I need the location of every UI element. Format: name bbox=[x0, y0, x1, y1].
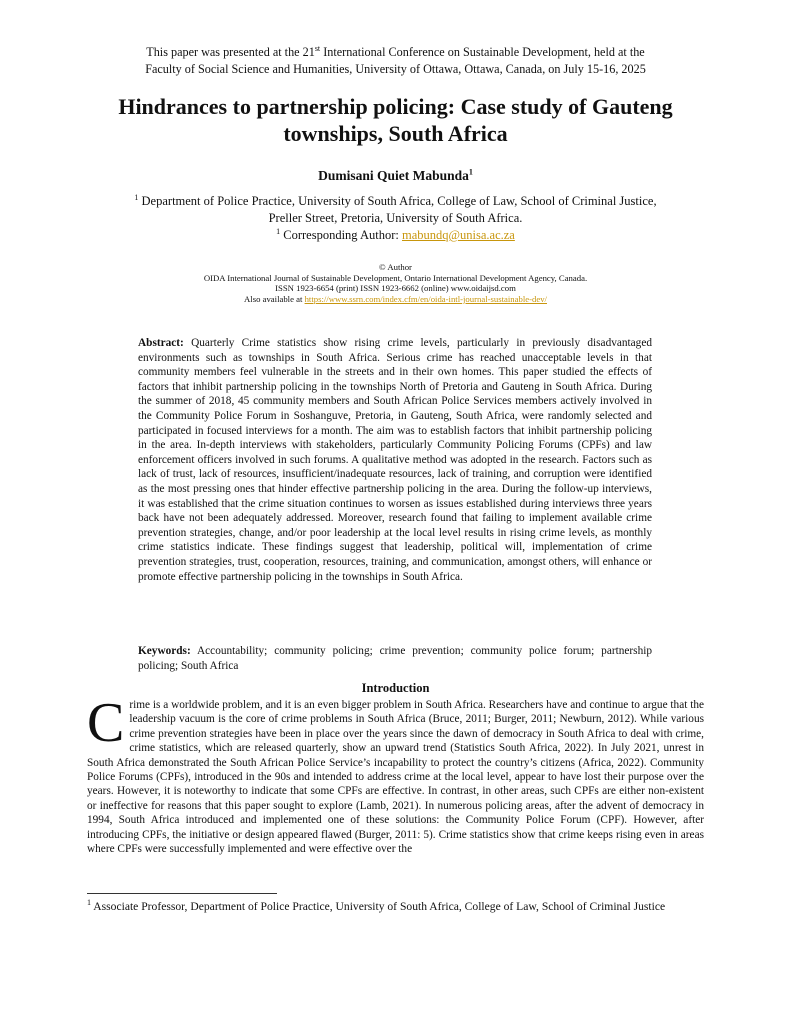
keywords-label: Keywords: bbox=[138, 645, 191, 657]
paper-title-line2: townships, South Africa bbox=[283, 121, 508, 146]
conference-note-line1-post: International Conference on Sustainable Development, held at the bbox=[320, 45, 645, 59]
footnote-text: Associate Professor, Department of Police Practice, University of South Africa, College of Law, School of Criminal Justice bbox=[91, 900, 666, 913]
affiliation-line1: Department of Police Practice, University of South Africa, College of Law, School of Criminal Justice, bbox=[138, 194, 657, 208]
ssrn-link[interactable]: https://www.ssrn.com/index.cfm/en/oida-intl-journal-sustainable-dev/ bbox=[304, 293, 547, 304]
conference-note-line1-pre: This paper was presented at the 21 bbox=[146, 45, 315, 59]
corresponding-author bbox=[100, 228, 691, 243]
affiliation-sup: 1 bbox=[134, 192, 139, 202]
introduction-body bbox=[87, 692, 704, 856]
availability-label: Also available at bbox=[244, 293, 305, 304]
abstract-label: Abstract: bbox=[138, 337, 184, 349]
paper-title-line1: Hindrances to partnership policing: Case study of Gauteng bbox=[118, 94, 673, 119]
footnote-sup: 1 bbox=[87, 898, 91, 908]
keywords-section bbox=[138, 644, 652, 673]
introduction-heading: Introduction bbox=[361, 681, 430, 695]
author-name-text: Dumisani Quiet Mabunda bbox=[318, 168, 469, 183]
abstract-text: Quarterly Crime statistics show rising crime levels, particularly in previously disadvantaged environments such as townships in South Africa. Serious crime has reached unacceptable levels in that community members feel vulnerable in the streets and in their own homes. This paper studied the effects of factors that inhibit partnership policing in the townships North of Pretoria and Gauteng in South Africa. During the summer of 2018, 45 community members and South African Police Services members actively involved in the Community Police Forum in Soshanguve, Pretoria, in Gauteng, South Africa, were randomly selected and participated in focused interviews for a month. The aim was to establish factors that inhibit partnership policing in the area. In-depth interviews with stakeholders, particularly Community Policing Forums (CPFs) and law enforcement officers involved in such forums. A qualitative method was adopted in the research. Factors such as lack of trust, lack of resources, insufficient/inadequate resources, lack of training, and corruption were identified as the most pressing ones that hinder effective partnership policing in the area. During the follow-up interviews, it was established that the crime situation continues to worsen as issues established during interviews three years back have not been adequately addressed. Moreover, research found that failing to implement available crime prevention strategies, change, and/or poor leadership at the local level results in rising crime levels, as monthly crime statistics indicate. These findings suggest that leadership, political will, implementation of crime prevention strategies, trust, cooperation, resources, training, and communication, amongst others, will enhance or promote effective partnership policing in the townships in South Africa. bbox=[138, 337, 652, 583]
affiliation bbox=[95, 193, 696, 227]
conference-note-line2: Faculty of Social Science and Humanities, University of Ottawa, Ottawa, Canada, on July 15-16, 2025 bbox=[145, 62, 646, 76]
journal-line: OIDA International Journal of Sustainable Development, Ontario International Development Agency, Canada. bbox=[203, 272, 588, 283]
paper-title bbox=[70, 93, 721, 147]
publication-info bbox=[140, 262, 651, 304]
conference-note bbox=[100, 44, 691, 78]
introduction-text: rime is a worldwide problem, and it is an even bigger problem in South Africa. Researchers have and continue to argue that the leadership vacuum is the core of crime problems in South Africa (Bruce, 2011; Burger, 2011; Newburn, 2012). While various crime prevention strategies have been in place over the years since the dawn of democracy in South Africa to deal with crime, crime statistics, which are released quarterly, show an upward trend (Statistics South Africa, 2022). In July 2021, unrest in South Africa demonstrated the South African Police Service’s incapability to protect the country’s citizens (Africa, 2022). Community Police Forums (CPFs), introduced in the 90s and intended to address crime at the local level, appear to have lost their purpose over the years. However, it is noteworthy to indicate that some CPFs are effective. In contrast, in other areas, such CPFs are either non-existent or ineffective for reasons that this paper sought to explore (Lamb, 2021). In numerous policing areas, after the advent of democracy in 1994, South Africa introduced and implemented one of these solutions: the Community Police Forum (CPF). However, after introducing CPFs, the initiative or design appeared flawed (Burger, 2011: 5). Crime statistics show that crime keeps rising even in areas where CPFs were successfully implemented and were effective over the bbox=[87, 699, 704, 856]
abstract-section bbox=[138, 336, 652, 584]
corresponding-label: Corresponding Author: bbox=[280, 228, 402, 242]
corresponding-sup: 1 bbox=[276, 226, 281, 236]
keywords-text: Accountability; community policing; crime prevention; community police forum; partnership policing; South Africa bbox=[138, 645, 652, 672]
availability-line bbox=[140, 294, 651, 305]
footnote-divider bbox=[87, 893, 277, 894]
conference-note-sup: st bbox=[314, 43, 321, 53]
author-name bbox=[100, 168, 691, 184]
drop-cap: C bbox=[87, 692, 125, 754]
email-link[interactable]: mabundq@unisa.ac.za bbox=[402, 228, 515, 242]
issn-line: ISSN 1923-6654 (print) ISSN 1923-6662 (online) www.oidaijsd.com bbox=[275, 283, 516, 294]
footnote bbox=[87, 900, 687, 915]
affiliation-line2: Preller Street, Pretoria, University of South Africa. bbox=[268, 211, 523, 225]
author-sup: 1 bbox=[468, 167, 473, 177]
copyright-line: © Author bbox=[379, 262, 412, 272]
